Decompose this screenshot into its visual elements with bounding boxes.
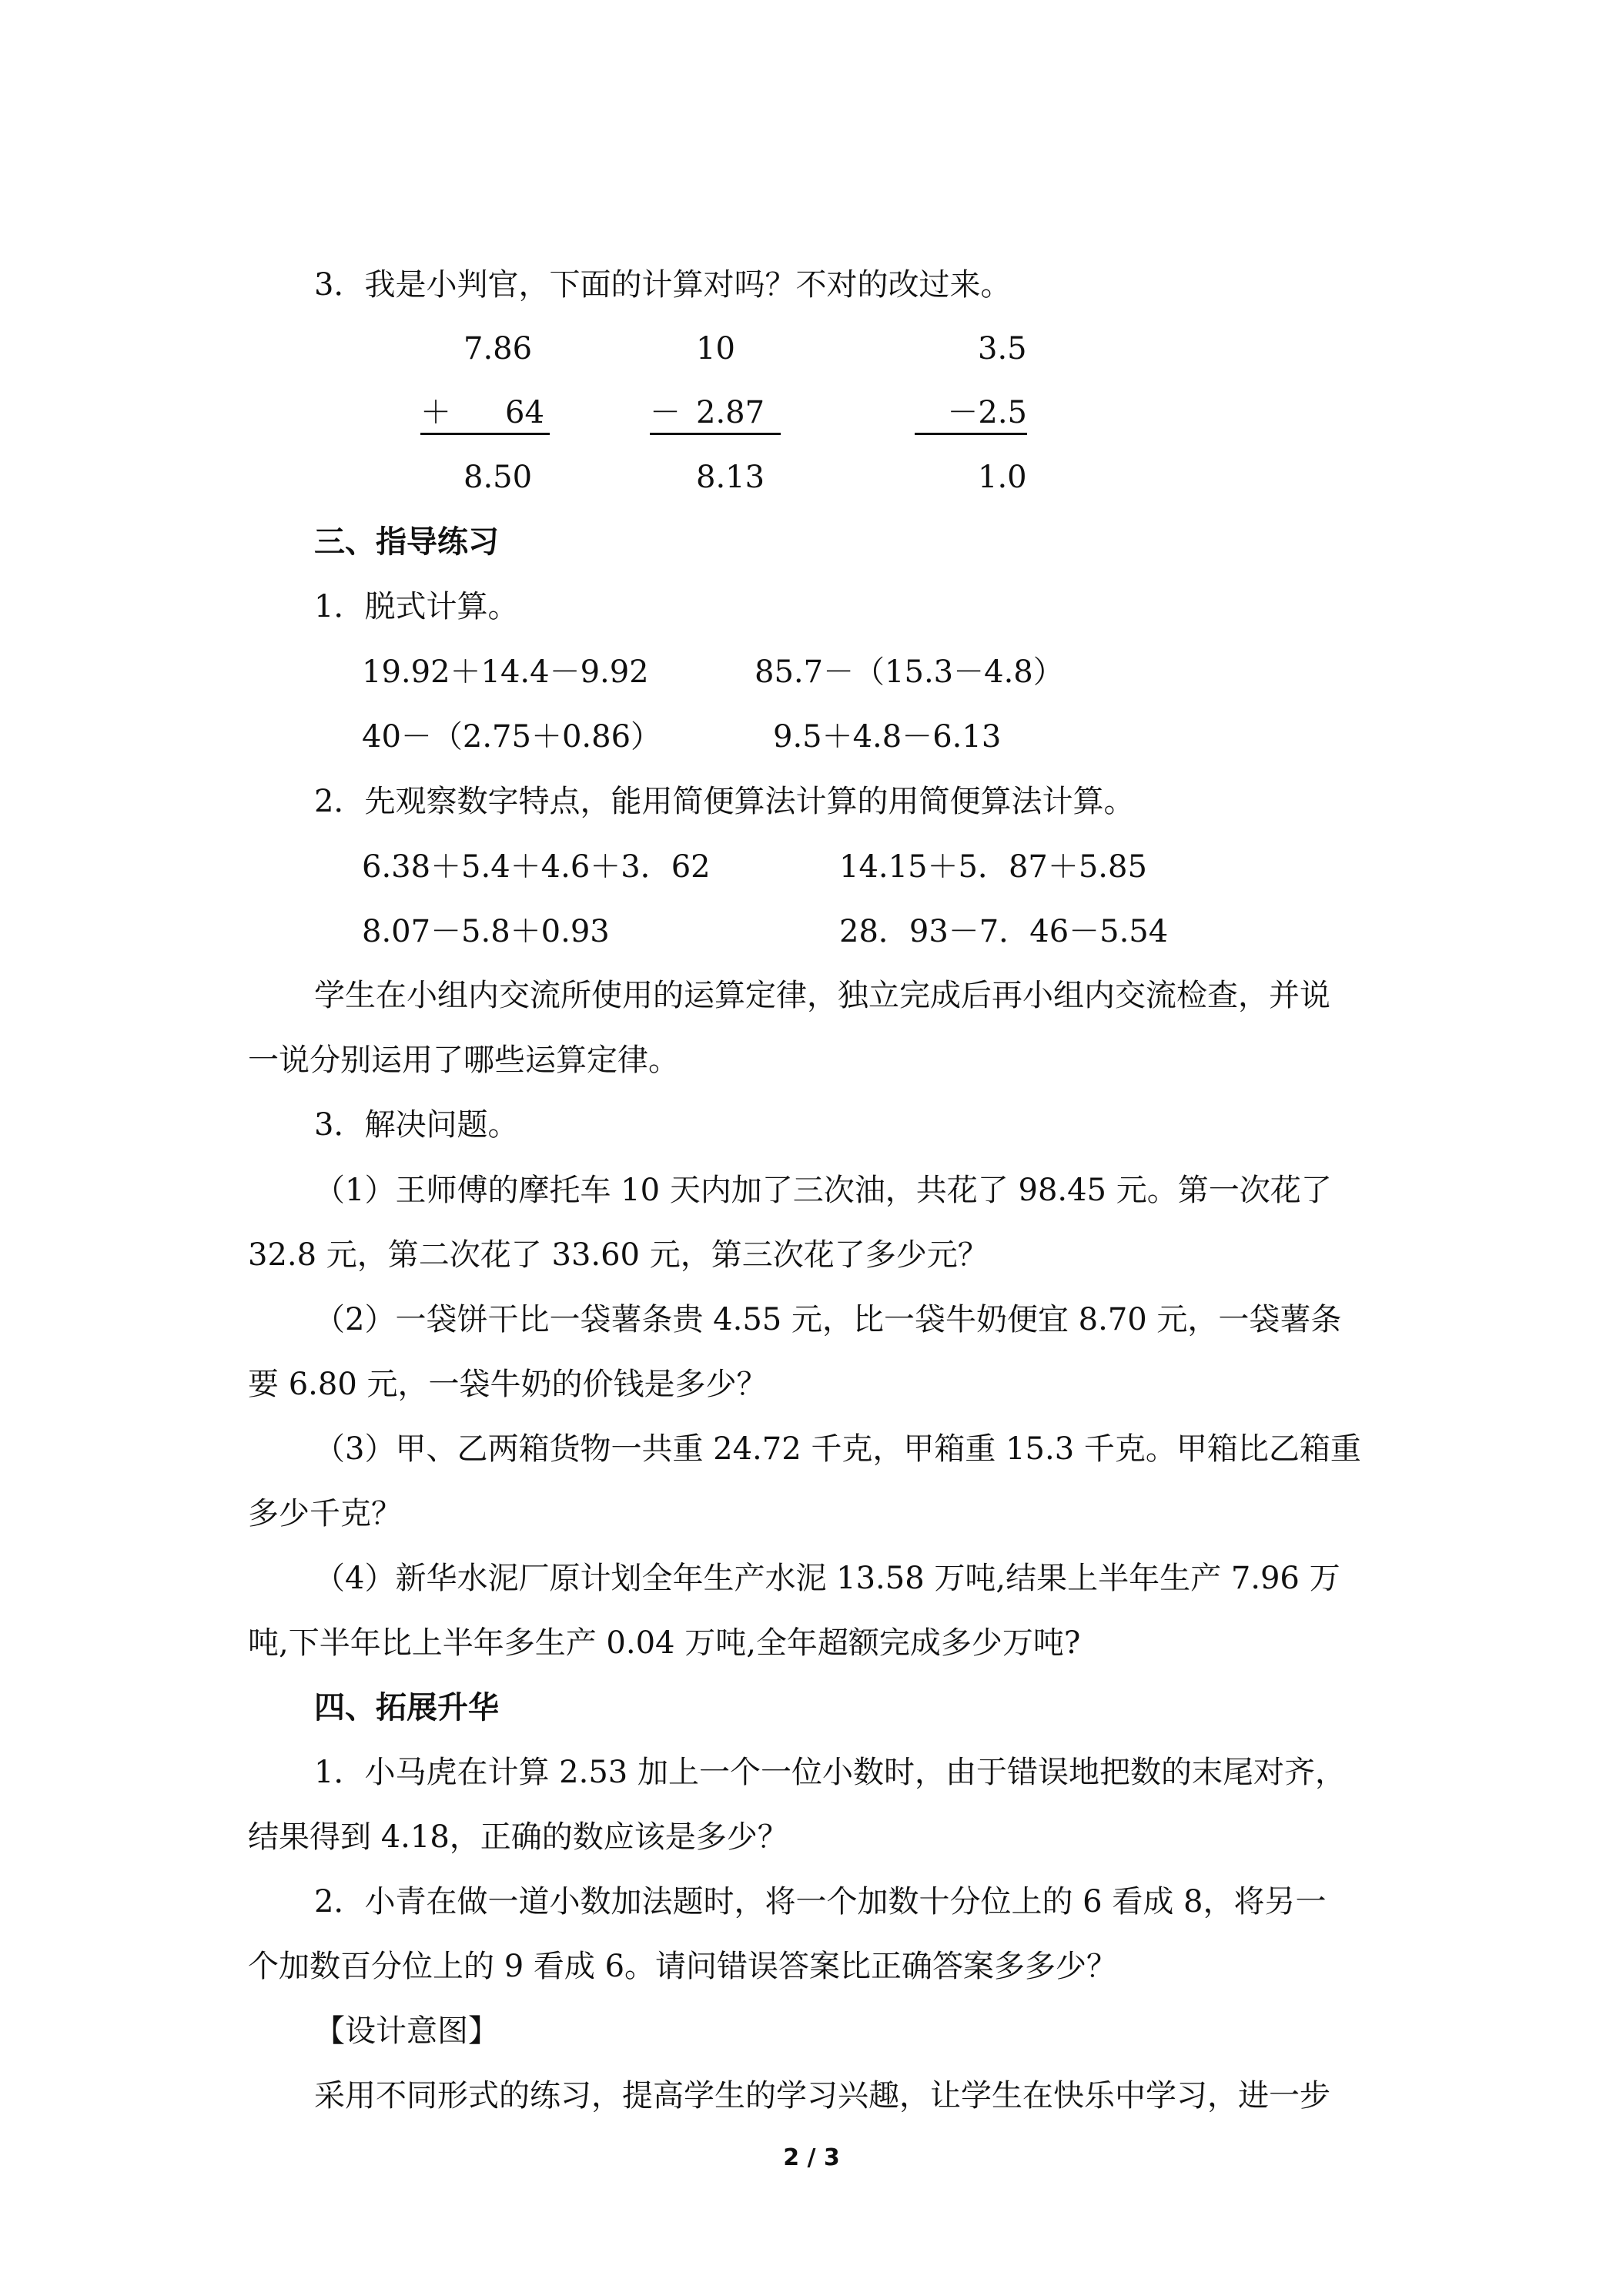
expr-2-2: 14.15＋5．87＋5.85 [839,849,1147,885]
q3-title: 3．我是小判官，下面的计算对吗？不对的改过来。 [314,267,1012,303]
calc-c-top: 3.5 [978,331,1027,366]
note-line-1: 学生在小组内交流所使用的运算定律，独立完成后再小组内交流检查，并说 [314,978,1330,1013]
extension-1-line-2: 结果得到 4.18，正确的数应该是多少？ [248,1819,788,1855]
calc-c-result: 1.0 [978,460,1027,495]
expr-1-4: 9.5＋4.8－6.13 [773,719,1002,755]
problem-3-line-1: （3）甲、乙两箱货物一共重 24.72 千克，甲箱重 15.3 千克。甲箱比乙箱重 [314,1431,1361,1467]
expr-2-4: 28．93－7．46－5.54 [839,914,1169,949]
expr-2-1: 6.38＋5.4＋4.6＋3．62 [362,849,711,885]
page-number: 2 / 3 [783,2144,840,2171]
problem-1-line-2: 32.8 元，第二次花了 33.60 元，第三次花了多少元？ [248,1237,989,1273]
expr-1-1: 19.92＋14.4－9.92 [362,654,649,690]
problem-4-line-2: 吨,下半年比上半年多生产 0.04 万吨,全年超额完成多少万吨? [248,1625,1081,1661]
problem-2-line-1: （2）一袋饼干比一袋薯条贵 4.55 元，比一袋牛奶便宜 8.70 元，一袋薯条 [314,1302,1342,1337]
note-line-2: 一说分别运用了哪些运算定律。 [248,1043,679,1078]
calc-b-result: 8.13 [696,460,765,495]
problem-2-line-2: 要 6.80 元，一袋牛奶的价钱是多少？ [248,1367,768,1402]
calc-a-bottom: ＋ 64 [420,397,550,435]
practice-3-title: 3．解决问题。 [314,1107,519,1143]
practice-2-title: 2．先观察数字特点，能用简便算法计算的用简便算法计算。 [314,784,1135,819]
expr-2-3: 8.07－5.8＋0.93 [362,914,610,949]
practice-1-title: 1．脱式计算。 [314,589,519,624]
problem-1-line-1: （1）王师傅的摩托车 10 天内加了三次油，共花了 98.45 元。第一次花了 [314,1173,1332,1208]
design-intent-text: 采用不同形式的练习，提高学生的学习兴趣，让学生在快乐中学习，进一步 [314,2078,1330,2114]
calc-c-bottom: －2.5 [915,397,1027,435]
problem-3-line-2: 多少千克？ [248,1496,402,1531]
extension-2-line-1: 2．小青在做一道小数加法题时，将一个加数十分位上的 6 看成 8，将另一 [314,1884,1327,1919]
extension-2-line-2: 个加数百分位上的 9 看成 6。请问错误答案比正确答案多多少？ [248,1949,1118,1984]
section-heading-3: 三、指导练习 [314,524,499,560]
calc-a-top: 7.86 [463,331,533,366]
calc-b-bottom: － 2.87 [650,397,781,435]
design-intent-title: 【设计意图】 [314,2013,499,2049]
problem-4-line-1: （4）新华水泥厂原计划全年生产水泥 13.58 万吨,结果上半年生产 7.96 万 [314,1561,1340,1596]
calc-a-result: 8.50 [463,460,533,495]
expr-1-2: 85.7－（15.3－4.8） [755,654,1064,690]
section-heading-4: 四、拓展升华 [314,1690,499,1725]
expr-1-3: 40－（2.75＋0.86） [362,719,662,755]
extension-1-line-1: 1．小马虎在计算 2.53 加上一个一位小数时，由于错误地把数的末尾对齐， [314,1755,1346,1790]
calc-b-top: 10 [696,331,735,366]
